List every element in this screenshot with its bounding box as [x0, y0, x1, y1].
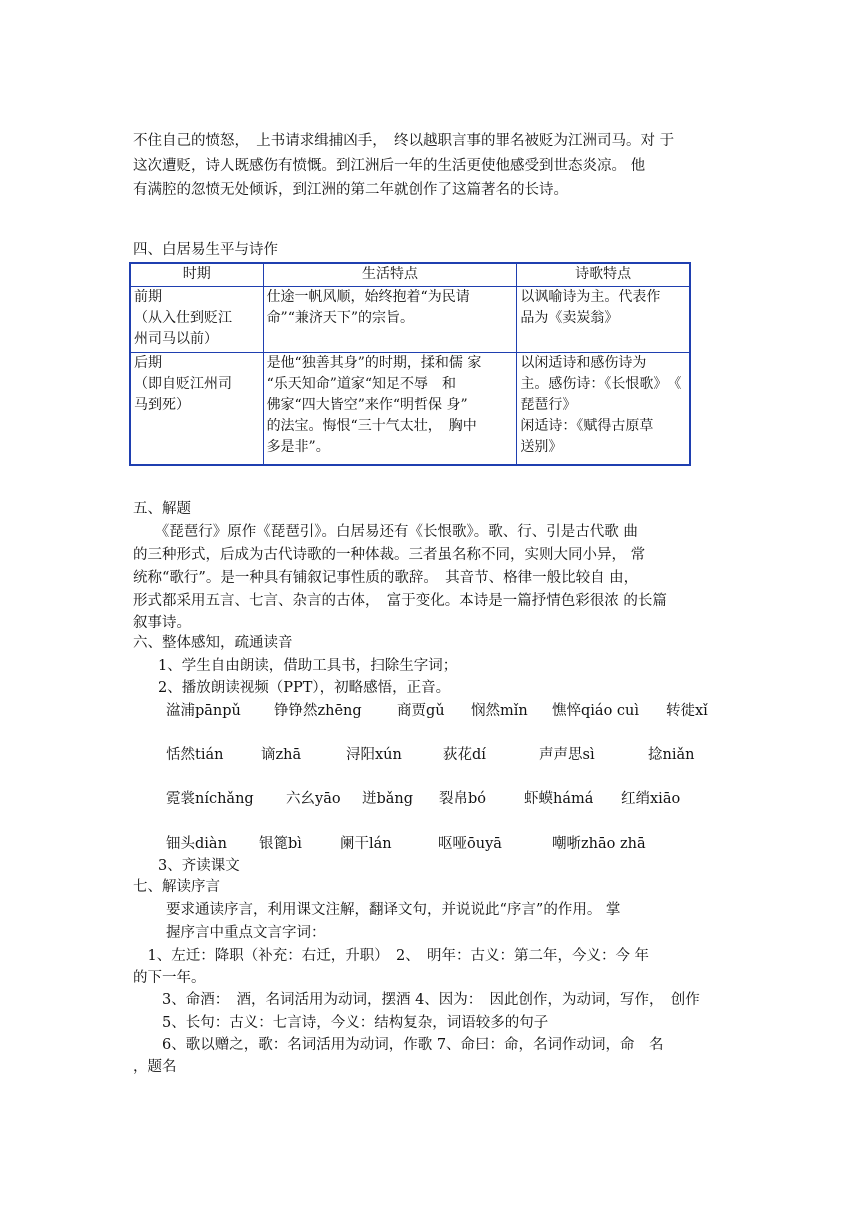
pinyin-item: 钿头diàn — [166, 836, 227, 852]
pinyin-item: 六幺yāo — [286, 791, 341, 807]
life-poetry-table — [129, 262, 691, 466]
paragraph-line: 3、命酒： 酒，名词活用为动词，摆酒 4、因为： 因此创作，为动词，写作， 创作 — [133, 992, 700, 1008]
intro-line: 不住自己的愤怒， 上书请求缉捕凶手， 终以越职言事的罪名被贬为江洲司马。对 于 — [133, 133, 675, 149]
table-row — [130, 287, 690, 353]
pinyin-item: 迸bǎng — [362, 791, 414, 807]
table-cell-life — [263, 287, 517, 353]
cell-line: 前期 — [134, 289, 162, 305]
pinyin-item: 悯然mǐn — [471, 703, 528, 719]
cell-line: 马到死） — [134, 397, 190, 413]
section-heading: 六、整体感知，疏通读音 — [133, 635, 293, 651]
paragraph-line: 的三种形式，后成为古代诗歌的一种体裁。三者虽名称不同，实则大同小异， 常 — [133, 547, 646, 563]
pinyin-item: 呕哑ōuyā — [438, 836, 502, 852]
pinyin-item: 红绡xiāo — [621, 791, 681, 807]
paragraph-line: 6、歌以赠之，歌：名词活用为动词，作歌 7、命曰：命，名词作动词，命 名 — [133, 1037, 664, 1053]
cell-line: 闲适诗：《赋得古原草 — [520, 418, 654, 434]
cell-line: “乐天知命”道家“知足不辱 和 — [266, 376, 457, 392]
cell-line: 以闲适诗和感伤诗为 — [520, 355, 647, 371]
paragraph-line: 要求通读序言，利用课文注解，翻译文句，并说说此“序言”的作用。 掌 — [166, 902, 621, 918]
pinyin-item: 裂帛bó — [439, 791, 487, 807]
table-cell-period — [130, 353, 263, 465]
pinyin-item: 铮铮然zhēng — [274, 703, 362, 719]
table-header: 生活特点 — [263, 263, 517, 287]
cell-line: 是他“独善其身”的时期，揉和儒 家 — [266, 355, 482, 371]
paragraph-line: 形式都采用五言、七言、杂言的古体， 富于变化。本诗是一篇抒情色彩很浓 的长篇 — [133, 593, 667, 609]
cell-line: 多是非”。 — [266, 439, 330, 455]
table-header: 诗歌特点 — [517, 263, 690, 287]
paragraph-line: 握序言中重点文言字词： — [166, 925, 326, 941]
section-heading: 四、白居易生平与诗作 — [133, 242, 278, 258]
paragraph-line: 《琵琶行》原作《琵琶引》。白居易还有《长恨歌》。歌、行、引是古代歌 曲 — [133, 524, 638, 540]
cell-line: （即自贬江州司 — [134, 376, 232, 392]
cell-line: 州司马以前） — [134, 331, 218, 347]
pinyin-item: 虾蟆hámá — [524, 791, 594, 807]
pinyin-item: 霓裳níchǎng — [166, 791, 254, 807]
cell-line: 佛家“四大皆空”来作“明哲保 身” — [266, 397, 468, 413]
table-cell-poetry — [517, 287, 690, 353]
cell-line: 主。感伤诗：《长恨歌》 《 — [520, 376, 682, 392]
intro-line: 有满腔的忽愤无处倾诉，到江洲的第二年就创作了这篇著名的长诗。 — [133, 182, 568, 198]
pinyin-item: 憔悴qiáo cuì — [552, 703, 639, 719]
cell-line: 以讽喻诗为主。代表作 — [520, 289, 661, 305]
step-line: 3、齐读课文 — [158, 858, 240, 874]
pinyin-item: 荻花dí — [443, 747, 486, 763]
pinyin-item: 浔阳xún — [346, 747, 402, 763]
table-header: 时期 — [130, 263, 263, 287]
paragraph-line: ，题名 — [133, 1059, 177, 1075]
paragraph-line: 统称“歌行”。是一种具有铺叙记事性质的歌辞。 其音节、格律一般比较自 由， — [133, 570, 639, 586]
section-heading: 五、解题 — [133, 501, 191, 517]
pinyin-item: 恬然tián — [166, 747, 224, 763]
pinyin-item: 声声思sì — [539, 747, 595, 763]
cell-line: 品为《卖炭翁》 — [520, 310, 619, 326]
table-cell-poetry — [517, 353, 690, 465]
pinyin-item: 银篦bì — [259, 836, 302, 852]
paragraph-line: 的下一年。 — [133, 970, 206, 986]
pinyin-item: 湓浦pānpǔ — [166, 703, 241, 719]
pinyin-item: 阑干lán — [340, 836, 392, 852]
step-line: 2、播放朗读视频（PPT），初略感悟，正音。 — [158, 680, 451, 696]
table-cell-life — [263, 353, 517, 465]
cell-line: 的法宝。悔恨“三十气太壮， 胸中 — [266, 418, 477, 434]
table-header-row — [130, 263, 690, 287]
cell-line: 命”“兼济天下”的宗旨。 — [266, 310, 415, 326]
cell-line: 琵琶行》 — [520, 397, 577, 413]
cell-line: 送别》 — [520, 439, 563, 455]
cell-line: 后期 — [134, 355, 162, 371]
intro-line: 这次遭贬，诗人既感伤有愤慨。到江洲后一年的生活更使他感受到世态炎凉。 他 — [133, 158, 646, 174]
cell-line: （从入仕到贬江 — [134, 310, 232, 326]
cell-line: 仕途一帆风顺，始终抱着“为民请 — [266, 289, 470, 305]
paragraph-line: 1、左迁：降职（补充：右迁，升职） 2、 明年：古义：第二年，今义：今 年 — [133, 948, 650, 964]
section-heading: 七、解读序言 — [133, 879, 220, 895]
paragraph-line: 5、长句：古义：七言诗，今义：结构复杂，词语较多的句子 — [133, 1015, 549, 1031]
paragraph-line: 叙事诗。 — [133, 615, 191, 631]
step-line: 1、学生自由朗读，借助工具书，扫除生字词； — [158, 658, 458, 674]
pinyin-item: 商贾gǔ — [397, 703, 445, 719]
table-cell-period — [130, 287, 263, 353]
pinyin-item: 转徙xǐ — [666, 703, 708, 719]
pinyin-item: 捻niǎn — [648, 747, 695, 763]
pinyin-item: 谪zhā — [261, 747, 302, 763]
pinyin-item: 嘲哳zhāo zhā — [552, 836, 646, 852]
table-row — [130, 353, 690, 465]
